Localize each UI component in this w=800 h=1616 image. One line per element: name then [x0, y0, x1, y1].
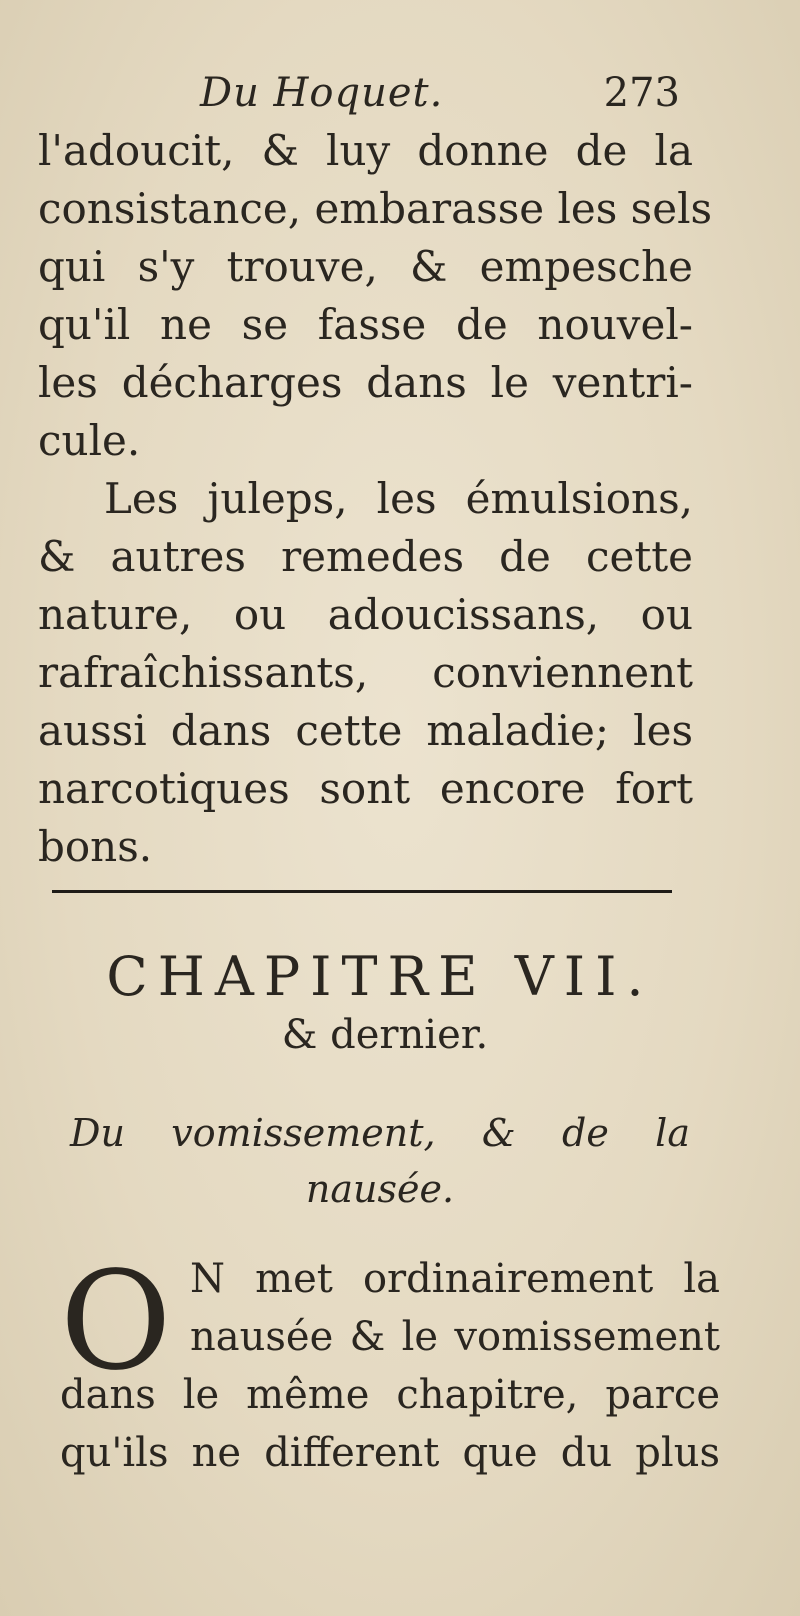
section-heading-line: Du vomissement, & de la — [70, 1111, 690, 1155]
drop-cap: O — [60, 1243, 172, 1401]
text-line: qu'il ne se fasse de nouvel- — [38, 300, 693, 349]
text-line: l'adoucit, & luy donne de la — [38, 126, 693, 175]
text-line: consistance, embarasse les sels — [38, 184, 713, 233]
chapter-opening-paragraph — [60, 1243, 720, 1482]
text-line: narcotiques sont encore fort — [38, 764, 693, 813]
running-title: Du Hoquet. — [200, 70, 444, 116]
chapter-subtitle: & dernier. — [281, 1012, 489, 1058]
page-number: 273 — [603, 70, 680, 116]
section-heading-line: nausée. — [305, 1167, 455, 1211]
text-line: nature, ou adoucissans, ou — [38, 590, 693, 639]
section-heading — [70, 1105, 690, 1217]
text-line: bons. — [38, 822, 153, 871]
text-line: N met ordinairement la — [190, 1256, 720, 1302]
text-line: qui s'y trouve, & empesche — [38, 242, 693, 291]
text-line: dans le même chapitre, parce — [60, 1372, 720, 1418]
text-line: & autres remedes de cette — [38, 532, 693, 581]
chapter-divider-rule — [52, 890, 672, 893]
text-line: Les juleps, les émulsions, — [104, 474, 693, 523]
text-line: qu'ils ne different que du plus — [60, 1430, 720, 1476]
text-line: nausée & le vomissement — [190, 1314, 720, 1360]
page-header — [200, 70, 680, 130]
chapter-title: CHAPITRE VII. — [106, 945, 654, 1008]
text-line: rafraîchissants, conviennent — [38, 648, 693, 697]
text-line: les décharges dans le ventri- — [38, 358, 693, 407]
text-line: cule. — [38, 416, 141, 465]
body-text — [38, 122, 713, 876]
text-line: aussi dans cette maladie; les — [38, 706, 693, 755]
